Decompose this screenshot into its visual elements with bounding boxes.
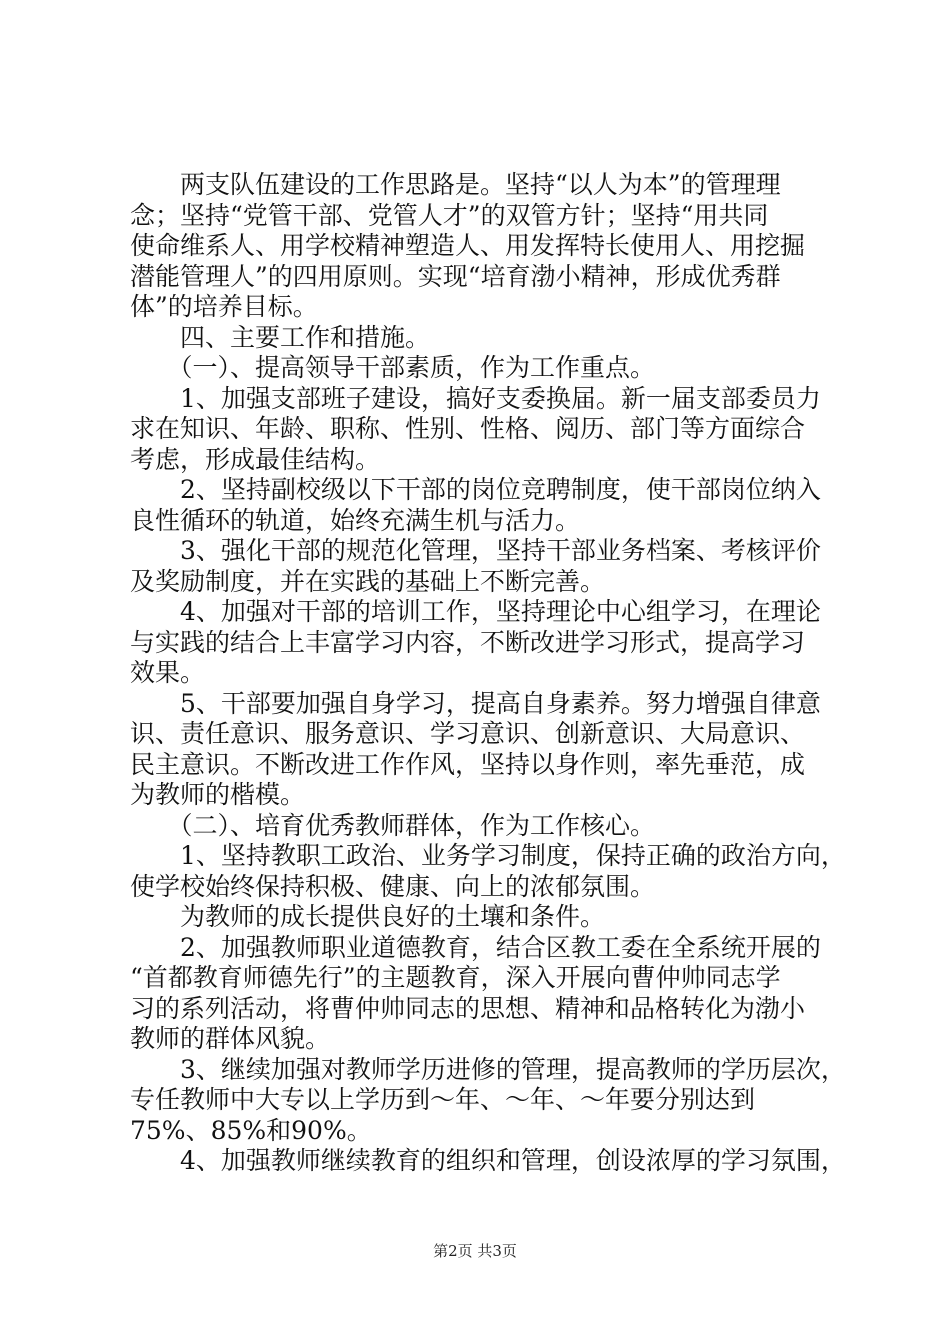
text-line: 体”的培养目标。 <box>130 292 318 321</box>
text-line: “首都教育师德先行”的主题教育，深入开展向曹仲帅同志学 <box>130 963 781 992</box>
text-line: 民主意识。不断改进工作作风，坚持以身作则，率先垂范，成 <box>130 749 806 779</box>
page-footer: 第2页 共3页 <box>433 1242 517 1260</box>
text-line: 习的系列活动，将曹仲帅同志的思想、精神和品格转化为渤小 <box>130 993 806 1023</box>
text-line: 3、继续加强对教师学历进修的管理，提高教师的学历层次， <box>130 1054 846 1084</box>
text-line: 效果。 <box>130 658 206 687</box>
body-text <box>130 170 846 1177</box>
text-line: 使学校始终保持积极、健康、向上的浓郁氛围。 <box>130 871 656 901</box>
text-line: 为教师的楷模。 <box>130 780 306 809</box>
text-line: 使命维系人、用学校精神塑造人、用发挥特长使用人、用挖掘 <box>130 231 806 260</box>
text-line: 潜能管理人”的四用原则。实现“培育渤小精神，形成优秀群 <box>130 261 781 291</box>
text-line: 良性循环的轨道，始终充满生机与活力。 <box>130 505 581 535</box>
text-line: 75%、85%和90%。 <box>130 1115 372 1145</box>
text-line: 与实践的结合上丰富学习内容，不断改进学习形式，提高学习 <box>130 627 806 657</box>
text-line: 为教师的成长提供良好的土壤和条件。 <box>130 902 606 931</box>
text-line: 教师的群体风貌。 <box>130 1024 331 1053</box>
document-body <box>130 170 846 1177</box>
text-line: 两支队伍建设的工作思路是。坚持“以人为本”的管理理 <box>130 170 781 199</box>
text-line: 考虑，形成最佳结构。 <box>130 444 381 474</box>
text-line: 2、加强教师职业道德教育，结合区教工委在全系统开展的 <box>130 932 821 962</box>
text-line: 1、坚持教职工政治、业务学习制度，保持正确的政治方向， <box>130 841 846 870</box>
text-line: （二）、培育优秀教师群体，作为工作核心。 <box>130 810 656 840</box>
text-line: 3、强化干部的规范化管理，坚持干部业务档案、考核评价 <box>130 536 821 565</box>
text-line: 4、加强对干部的培训工作，坚持理论中心组学习，在理论 <box>130 597 821 626</box>
text-line: 识、责任意识、服务意识、学习意识、创新意识、大局意识、 <box>130 719 806 748</box>
text-line: 5、干部要加强自身学习，提高自身素养。努力增强自律意 <box>130 688 821 718</box>
text-line: 求在知识、年龄、职称、性别、性格、阅历、部门等方面综合 <box>130 414 806 443</box>
text-line: 念；坚持“党管干部、党管人才”的双管方针；坚持“用共同 <box>130 200 769 230</box>
text-line: 4、加强教师继续教育的组织和管理，创设浓厚的学习氛围， <box>130 1146 846 1175</box>
text-line: 四、主要工作和措施。 <box>130 322 431 352</box>
text-line: （一）、提高领导干部素质，作为工作重点。 <box>130 353 656 382</box>
text-line: 1、加强支部班子建设，搞好支委换届。新一届支部委员力 <box>130 383 821 413</box>
text-line: 专任教师中大专以上学历到～年、～年、～年要分别达到 <box>130 1085 756 1114</box>
text-line: 及奖励制度，并在实践的基础上不断完善。 <box>130 566 606 596</box>
text-line: 2、坚持副校级以下干部的岗位竞聘制度，使干部岗位纳入 <box>130 475 821 504</box>
